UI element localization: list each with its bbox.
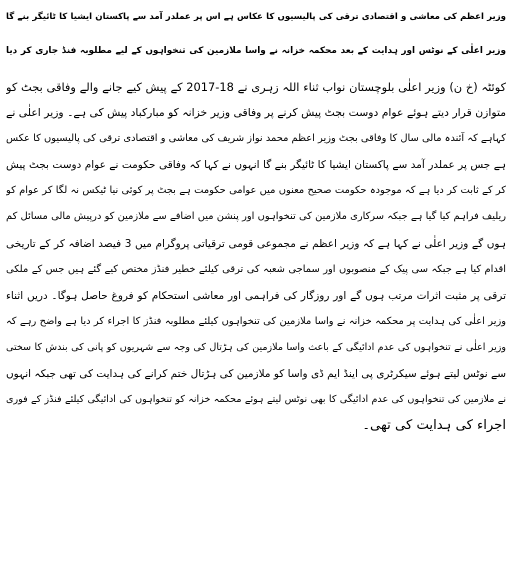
article-line: متوازن قرار دیتے ہوئے عوام دوست بجٹ پیش کرنے پر وفاقی وزیر خزانہ کو مبارکباد پیش کی ہے۔ وزیر اعلٰی نے bbox=[6, 106, 506, 120]
article-body bbox=[6, 74, 506, 439]
headline-primary: وزیر اعظم کی معاشی و اقتصادی ترقی کی پالیسیوں کا عکاس ہے اس پر عملدر آمد سے پاکستان ایشیا کا ٹائیگر بنے گا bbox=[6, 12, 506, 22]
article-line: اجراء کی ہدایت کی تھی۔ bbox=[362, 418, 506, 434]
article-line: وزیر اعلٰی کی ہدایت پر محکمہ خزانہ نے واسا ملازمین کی تنخواہوں کیلئے مطلوبہ فنڈز کا اجراء کر دیا ہے واضح رہے کہ bbox=[6, 315, 506, 327]
article-line: کوئٹہ (خ ن) وزیر اعلٰی بلوچستان نواب ثناء اللہ زہری نے 18-2017 کے پیش کیے جانے والے وفاقی بجٹ کو bbox=[6, 80, 506, 94]
article-line: اقدام کیا ہے جبکہ سی پیک کے منصوبوں اور سماجی شعبہ کی ترقی کیلئے خطیر فنڈز مختص کیے گئے ہیں جس کے ملکی bbox=[6, 263, 506, 275]
article-line: کر کے ثابت کر دیا ہے کہ موجودہ حکومت صحیح معنوں میں عوامی حکومت ہے بجٹ پر کوئی نیا ٹیکس نہ لگا کر عوام کو bbox=[6, 185, 506, 197]
article-line: ہوں گے وزیر اعلٰی نے کہا ہے کہ وزیر اعظم نے مجموعی قومی ترقیاتی پروگرام میں 3 فیصد اضافہ کر کے تاریخی bbox=[6, 237, 506, 250]
article-line: ریلیف فراہم کیا گیا ہے جبکہ سرکاری ملازمین کی تنخواہوں اور پنشن میں اضافے سے ملازمین کو درپیش مالی مسائل کم bbox=[6, 211, 506, 223]
article-line: وزیر اعلٰی نے تنخواہوں کی عدم ادائیگی کے باعث واسا ملازمین کی ہڑتال کی وجہ سے شہریوں کو پانی کی بندش کا سختی bbox=[6, 341, 506, 353]
headlines bbox=[6, 4, 506, 64]
headline-secondary: وزیر اعلٰی کے نوٹس اور ہدایت کے بعد محکمہ خزانہ نے واسا ملازمین کی تنخواہوں کے لیے مطلوبہ فنڈ جاری کر دیا bbox=[6, 46, 506, 56]
article-line: ترقی پر مثبت اثرات مرتب ہوں گے اور روزگار کی فراہمی اور معاشی استحکام کو فروغ حاصل ہوگا۔ دریں اثناء bbox=[6, 289, 506, 302]
article-line: ہے جس پر عملدر آمد سے پاکستان ایشیا کا ٹائیگر بنے گا انہوں نے کہا کہ وفاقی حکومت نے عوام دوست بجٹ پیش bbox=[6, 159, 506, 172]
article-line: نے ملازمین کی تنخواہوں کی عدم ادائیگی کا بھی نوٹس لیتے ہوئے محکمہ خزانہ کو تنخواہوں کی ادائیگی کیلئے فنڈز کے فوری bbox=[6, 394, 506, 406]
article-line: کہاہے کہ آئندہ مالی سال کا وفاقی بجٹ وزیر اعظم محمد نواز شریف کی معاشی و اقتصادی ترقی کی پالیسیوں کا عکس bbox=[6, 133, 506, 145]
article-line: سے نوٹس لیتے ہوئے سیکرٹری پی اینڈ ایم ڈی واسا کو ملازمین کی ہڑتال ختم کرانے کی ہدایت کی تھی جبکہ انہوں bbox=[6, 368, 506, 381]
